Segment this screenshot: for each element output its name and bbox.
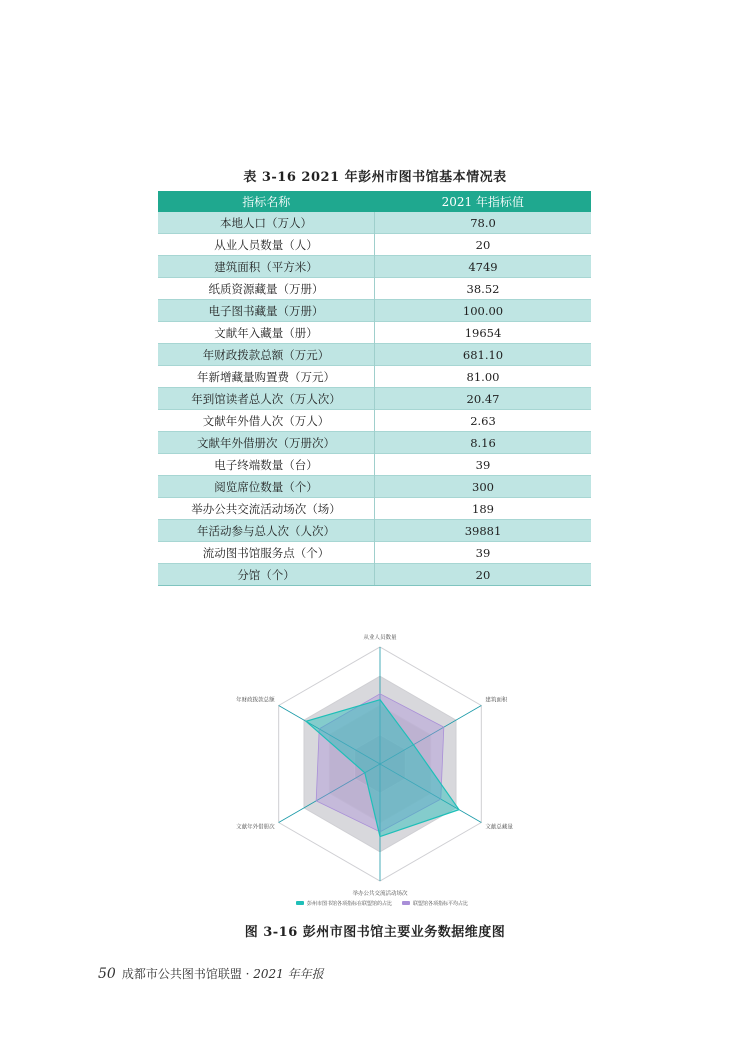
table-row: [158, 322, 591, 344]
table-row: [158, 212, 591, 234]
row-label: 举办公共交流活动场次（场）: [158, 498, 375, 520]
figure-caption: 图 3-16 彭州市图书馆主要业务数据维度图: [244, 925, 506, 940]
table-row: [158, 520, 591, 542]
table-header-row: [158, 191, 591, 212]
header-indicator: 指标名称: [158, 191, 375, 212]
row-value: 20: [375, 564, 592, 586]
row-label: 阅览席位数量（个）: [158, 476, 375, 498]
row-value: 78.0: [375, 212, 592, 234]
row-value: 38.52: [375, 278, 592, 300]
row-value: 39: [375, 542, 592, 564]
page-number: 50: [98, 966, 116, 982]
row-label: 流动图书馆服务点（个）: [158, 542, 375, 564]
table-row: [158, 564, 591, 586]
axis-label: 举办公共交流活动场次: [352, 891, 408, 897]
row-value: 4749: [375, 256, 592, 278]
table-title: 表 3-16 2021 年彭州市图书馆基本情况表: [243, 170, 507, 185]
row-label: 文献年外借人次（万人）: [158, 410, 375, 432]
row-label: 文献年外借册次（万册次）: [158, 432, 375, 454]
row-value: 8.16: [375, 432, 592, 454]
table-row: [158, 344, 591, 366]
footer-title: 成都市公共图书馆联盟 ·: [121, 967, 254, 981]
row-value: 39: [375, 454, 592, 476]
row-label: 分馆（个）: [158, 564, 375, 586]
row-label: 电子图书藏量（万册）: [158, 300, 375, 322]
table-row: [158, 300, 591, 322]
row-value: 20: [375, 234, 592, 256]
row-label: 年到馆读者总人次（万人次）: [158, 388, 375, 410]
legend-swatch: [402, 901, 410, 905]
axis-label: 从业人员数量: [363, 635, 397, 641]
footer-year-report: 2021 年年报: [253, 967, 324, 981]
table-row: [158, 410, 591, 432]
legend-swatch: [296, 901, 304, 905]
row-value: 2.63: [375, 410, 592, 432]
table-row: [158, 542, 591, 564]
row-label: 纸质资源藏量（万册）: [158, 278, 375, 300]
info-table: [158, 191, 591, 586]
row-label: 建筑面积（平方米）: [158, 256, 375, 278]
table-row: [158, 498, 591, 520]
row-label: 年新增藏量购置费（万元）: [158, 366, 375, 388]
table-row: [158, 256, 591, 278]
row-value: 189: [375, 498, 592, 520]
page-footer: [98, 965, 324, 982]
table-row: [158, 432, 591, 454]
row-label: 年活动参与总人次（人次）: [158, 520, 375, 542]
table-row: [158, 234, 591, 256]
row-value: 100.00: [375, 300, 592, 322]
table-row: [158, 366, 591, 388]
table-row: [158, 454, 591, 476]
row-label: 年财政拨款总额（万元）: [158, 344, 375, 366]
row-label: 本地人口（万人）: [158, 212, 375, 234]
axis-label: 文献年外借册次: [236, 824, 275, 831]
axis-label: 文献总藏量: [485, 824, 513, 831]
row-value: 81.00: [375, 366, 592, 388]
row-value: 681.10: [375, 344, 592, 366]
axis-label: 建筑面积: [485, 697, 508, 704]
row-value: 19654: [375, 322, 592, 344]
axis-label: 年财政拨款总额: [236, 697, 275, 704]
row-label: 电子终端数量（台）: [158, 454, 375, 476]
legend-label: 联盟馆各项指标平均占比: [413, 901, 469, 907]
row-value: 20.47: [375, 388, 592, 410]
row-label: 文献年入藏量（册）: [158, 322, 375, 344]
table-row: [158, 476, 591, 498]
table-row: [158, 278, 591, 300]
legend-label: 彭州市图书馆各项指标在联盟馆的占比: [307, 901, 393, 907]
radar-chart: [220, 612, 540, 912]
table-row: [158, 388, 591, 410]
row-label: 从业人员数量（人）: [158, 234, 375, 256]
header-value: 2021 年指标值: [375, 191, 592, 212]
row-value: 300: [375, 476, 592, 498]
row-value: 39881: [375, 520, 592, 542]
